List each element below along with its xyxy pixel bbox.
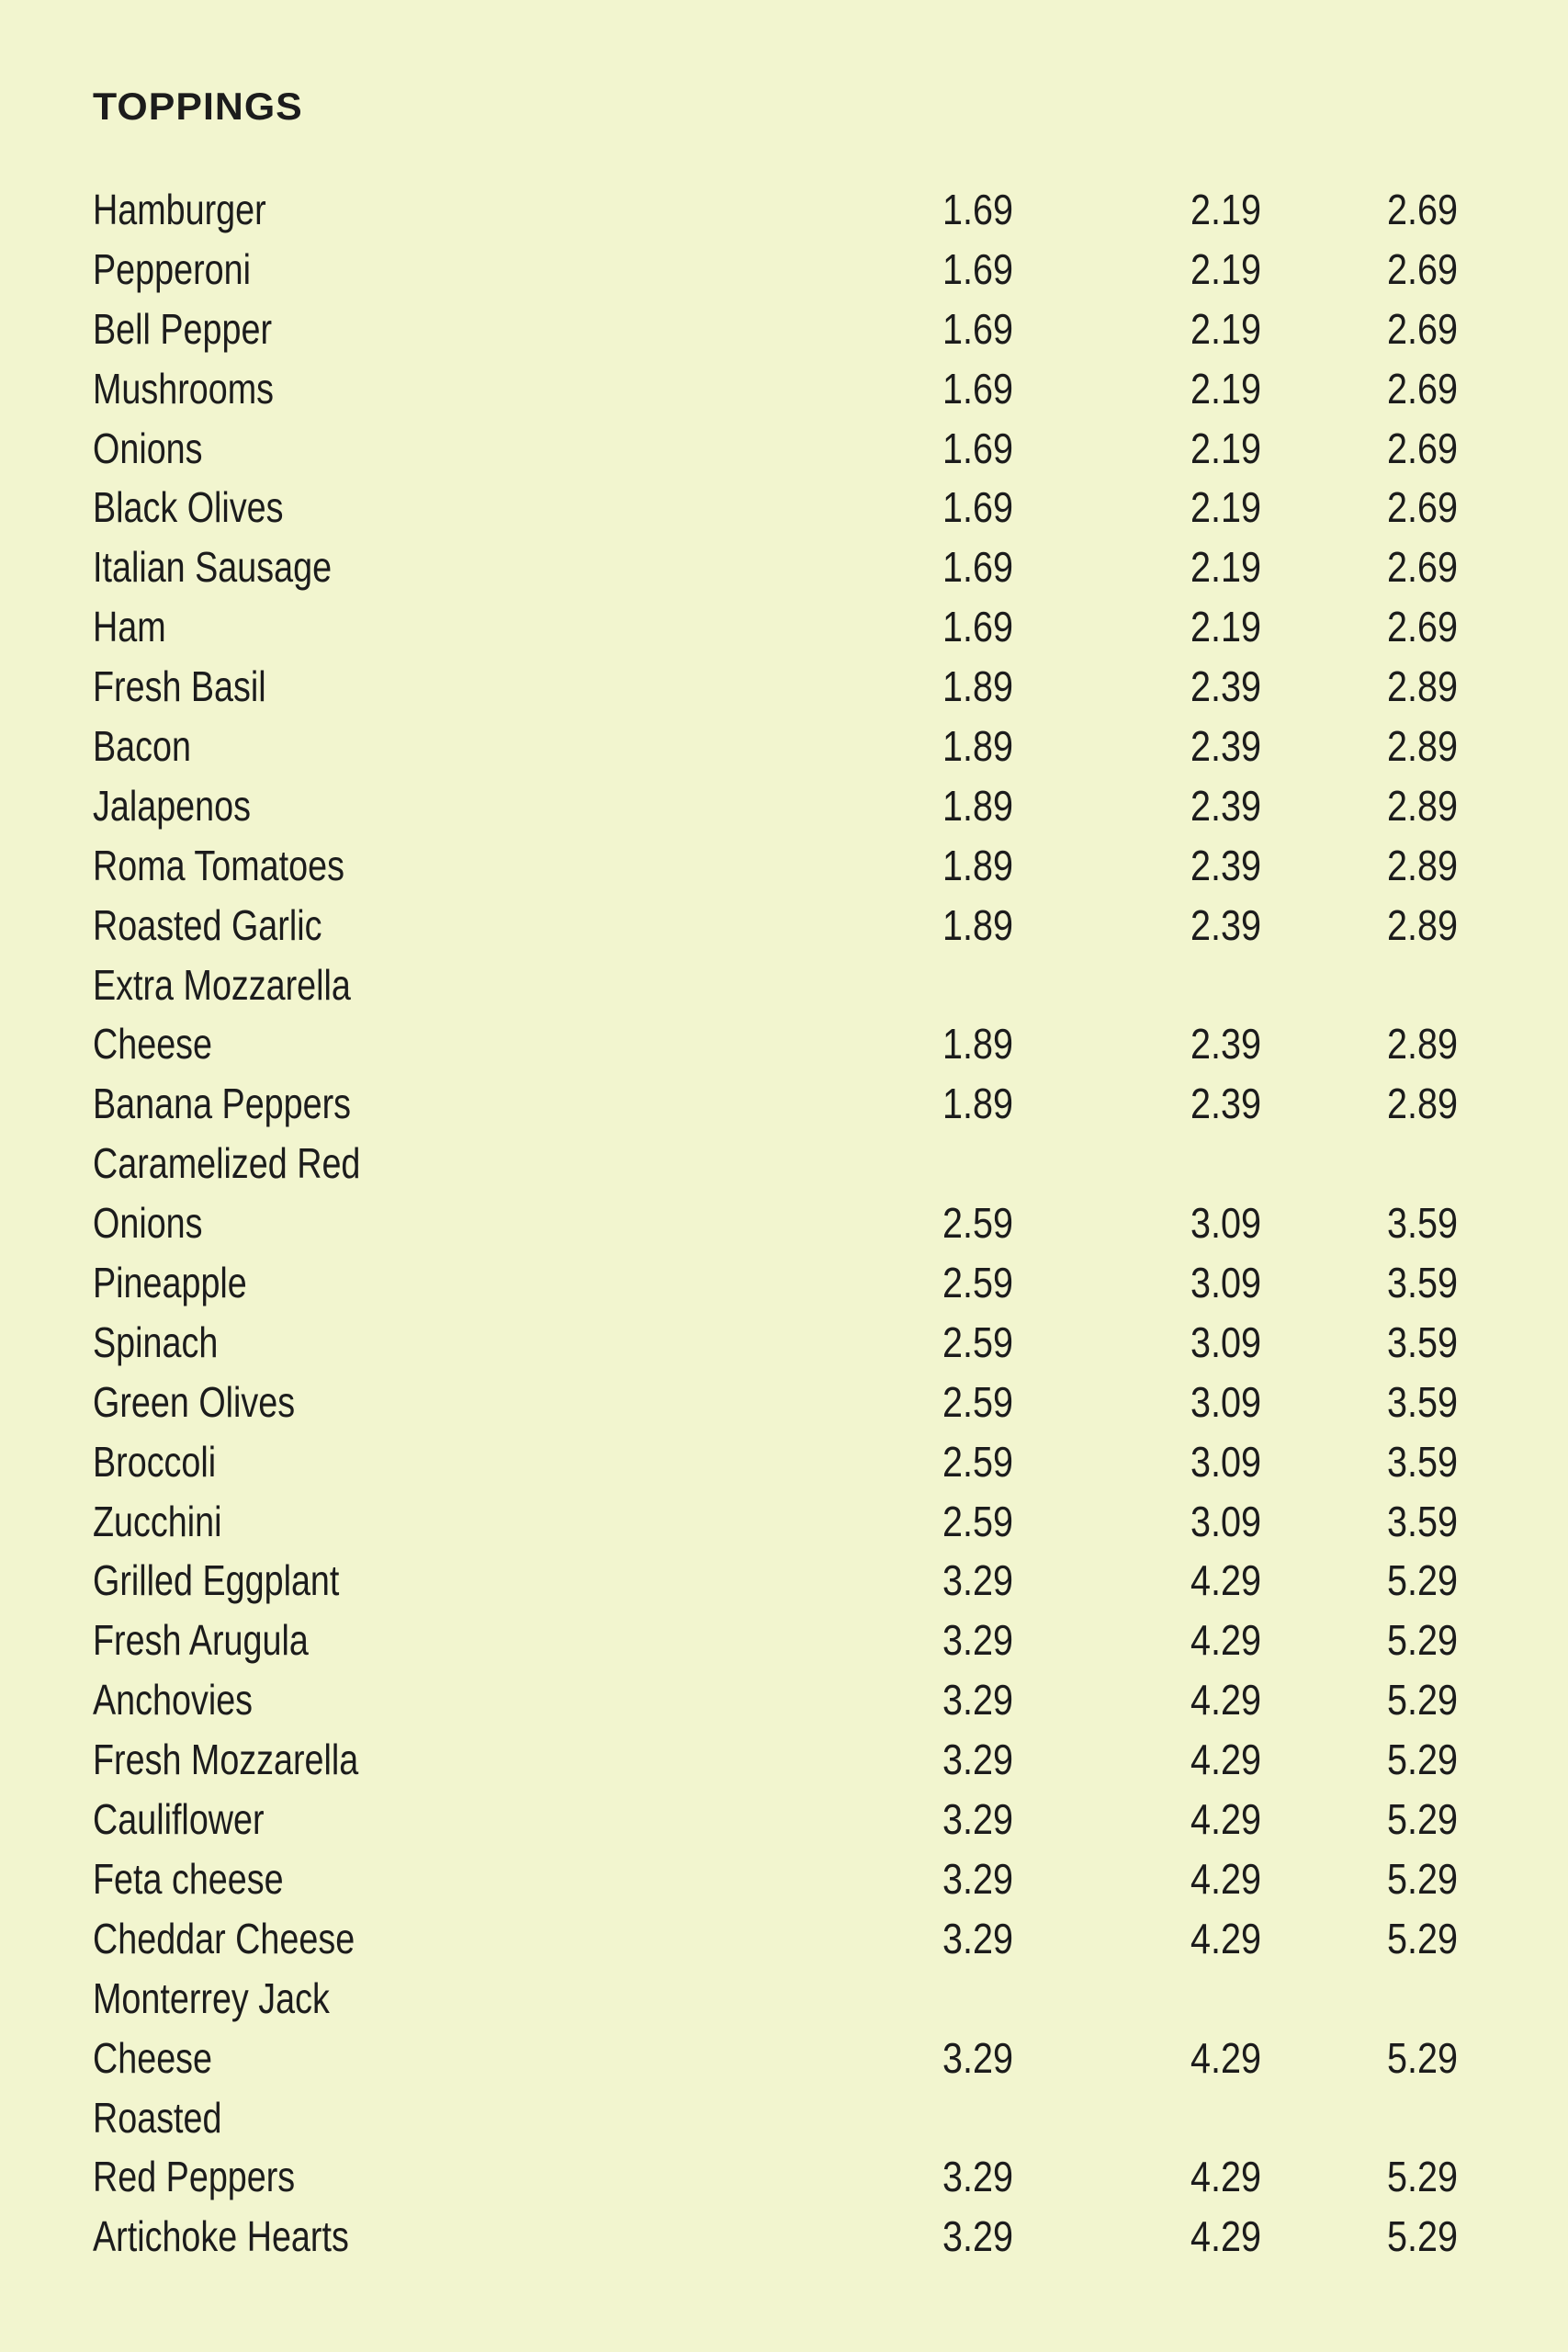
topping-name: Red Peppers [93, 2153, 296, 2201]
topping-name: Roasted [93, 2093, 222, 2142]
price-size-2: 3.09 [1190, 1437, 1261, 1486]
menu-row [93, 300, 1471, 359]
price-size-3: 5.29 [1387, 1736, 1458, 1784]
price-size-1: 3.29 [942, 1736, 1013, 1784]
price-size-1: 3.29 [942, 1795, 1013, 1844]
menu-row [93, 1492, 1471, 1552]
menu-row [93, 419, 1471, 479]
price-size-2: 4.29 [1190, 1914, 1261, 1962]
price-size-2: 3.09 [1190, 1199, 1261, 1248]
price-size-3: 5.29 [1387, 1556, 1458, 1605]
topping-name: Feta cheese [93, 1854, 284, 1903]
price-size-2: 3.09 [1190, 1377, 1261, 1426]
price-size-2: 4.29 [1190, 2153, 1261, 2201]
price-size-2: 2.39 [1190, 900, 1261, 949]
topping-name: Anchovies [93, 1676, 254, 1724]
price-size-3: 2.89 [1387, 781, 1458, 830]
topping-name: Jalapenos [93, 781, 251, 830]
menu-row [93, 776, 1471, 836]
price-size-3: 5.29 [1387, 1676, 1458, 1724]
price-size-2: 4.29 [1190, 1556, 1261, 1605]
topping-name: Roasted Garlic [93, 900, 322, 949]
menu-row [93, 2147, 1471, 2207]
price-size-1: 1.89 [942, 722, 1013, 771]
topping-name: Onions [93, 1199, 203, 1248]
topping-name: Italian Sausage [93, 543, 333, 592]
topping-name: Broccoli [93, 1437, 217, 1486]
price-size-2: 3.09 [1190, 1317, 1261, 1366]
price-size-3: 2.69 [1387, 483, 1458, 532]
price-size-1: 1.69 [942, 186, 1013, 233]
price-size-1: 3.29 [942, 1854, 1013, 1903]
price-size-1: 1.89 [942, 1020, 1013, 1069]
topping-name: Cheddar Cheese [93, 1914, 355, 1962]
price-size-1: 2.59 [942, 1437, 1013, 1486]
topping-name: Ham [93, 603, 166, 651]
price-size-2: 2.19 [1190, 483, 1261, 532]
topping-name: Bacon [93, 722, 191, 771]
price-size-1: 1.89 [942, 841, 1013, 889]
menu-row [93, 1969, 1471, 2029]
topping-name: Spinach [93, 1317, 219, 1366]
menu-row [93, 836, 1471, 896]
menu-row [93, 478, 1471, 537]
topping-name: Cheese [93, 2033, 213, 2082]
topping-name: Caramelized Red [93, 1139, 361, 1188]
menu-row [93, 1014, 1471, 1074]
price-size-2: 2.19 [1190, 603, 1261, 651]
price-size-2: 2.39 [1190, 1080, 1261, 1128]
price-size-1: 2.59 [942, 1497, 1013, 1545]
price-size-1: 3.29 [942, 2153, 1013, 2201]
menu-row [93, 1909, 1471, 1969]
price-size-3: 2.89 [1387, 841, 1458, 889]
topping-name: Black Olives [93, 483, 284, 532]
topping-name: Zucchini [93, 1497, 222, 1545]
topping-name: Artichoke Hearts [93, 2212, 349, 2261]
price-size-3: 3.59 [1387, 1259, 1458, 1307]
price-size-3: 2.69 [1387, 304, 1458, 353]
price-size-2: 2.19 [1190, 244, 1261, 293]
price-size-2: 2.39 [1190, 722, 1261, 771]
price-size-1: 2.59 [942, 1317, 1013, 1366]
price-size-2: 4.29 [1190, 1736, 1261, 1784]
menu-row [93, 597, 1471, 657]
price-size-2: 4.29 [1190, 2212, 1261, 2261]
price-size-1: 1.69 [942, 244, 1013, 293]
menu-row [93, 1730, 1471, 1790]
menu-row [93, 2088, 1471, 2148]
price-size-2: 4.29 [1190, 1616, 1261, 1665]
price-size-1: 1.69 [942, 543, 1013, 592]
menu-row [93, 1193, 1471, 1253]
price-size-2: 4.29 [1190, 1676, 1261, 1724]
menu-row [93, 240, 1471, 300]
price-size-1: 3.29 [942, 2033, 1013, 2082]
price-size-1: 1.69 [942, 424, 1013, 472]
price-size-1: 1.89 [942, 900, 1013, 949]
section-heading: TOPPINGS [93, 85, 303, 128]
price-size-3: 2.69 [1387, 186, 1458, 233]
price-size-3: 2.69 [1387, 244, 1458, 293]
topping-name: Roma Tomatoes [93, 841, 344, 889]
price-size-1: 3.29 [942, 1616, 1013, 1665]
price-size-3: 2.69 [1387, 424, 1458, 472]
price-size-1: 3.29 [942, 1556, 1013, 1605]
menu-row [93, 359, 1471, 419]
price-size-2: 4.29 [1190, 2033, 1261, 2082]
price-size-2: 4.29 [1190, 1795, 1261, 1844]
price-size-1: 3.29 [942, 1914, 1013, 1962]
topping-name: Onions [93, 424, 203, 472]
price-size-1: 1.69 [942, 603, 1013, 651]
menu-row [93, 1134, 1471, 1193]
price-size-3: 5.29 [1387, 2212, 1458, 2261]
price-size-3: 5.29 [1387, 1795, 1458, 1844]
price-size-1: 3.29 [942, 2212, 1013, 2261]
price-size-1: 2.59 [942, 1259, 1013, 1307]
price-size-1: 2.59 [942, 1377, 1013, 1426]
price-size-1: 1.69 [942, 483, 1013, 532]
topping-name: Fresh Mozzarella [93, 1736, 359, 1784]
price-size-3: 2.89 [1387, 1080, 1458, 1128]
toppings-price-list [93, 180, 1471, 2267]
menu-row [93, 717, 1471, 776]
topping-name: Extra Mozzarella [93, 960, 351, 1009]
price-size-3: 3.59 [1387, 1377, 1458, 1426]
price-size-1: 1.69 [942, 304, 1013, 353]
menu-row [93, 1313, 1471, 1373]
price-size-3: 2.69 [1387, 364, 1458, 413]
price-size-1: 1.69 [942, 364, 1013, 413]
menu-row [93, 1670, 1471, 1730]
menu-row [93, 1253, 1471, 1313]
menu-row [93, 1373, 1471, 1432]
price-size-3: 2.69 [1387, 603, 1458, 651]
menu-row [93, 2207, 1471, 2267]
topping-name: Bell Pepper [93, 304, 273, 353]
topping-name: Fresh Basil [93, 662, 266, 711]
price-size-3: 3.59 [1387, 1437, 1458, 1486]
menu-row [93, 896, 1471, 956]
menu-row [93, 2029, 1471, 2088]
topping-name: Mushrooms [93, 364, 275, 413]
menu-row [93, 1849, 1471, 1909]
price-size-3: 5.29 [1387, 1616, 1458, 1665]
price-size-3: 5.29 [1387, 1914, 1458, 1962]
price-size-1: 3.29 [942, 1676, 1013, 1724]
price-size-1: 1.89 [942, 1080, 1013, 1128]
menu-row [93, 956, 1471, 1015]
price-size-1: 1.89 [942, 662, 1013, 711]
price-size-3: 3.59 [1387, 1199, 1458, 1248]
price-size-3: 5.29 [1387, 2153, 1458, 2201]
topping-name: Banana Peppers [93, 1080, 352, 1128]
price-size-2: 2.39 [1190, 841, 1261, 889]
price-size-3: 3.59 [1387, 1317, 1458, 1366]
menu-row [93, 657, 1471, 717]
price-size-2: 2.39 [1190, 662, 1261, 711]
price-size-2: 3.09 [1190, 1259, 1261, 1307]
topping-name: Grilled Eggplant [93, 1556, 340, 1605]
topping-name: Hamburger [93, 186, 266, 233]
price-size-2: 2.19 [1190, 424, 1261, 472]
topping-name: Green Olives [93, 1377, 296, 1426]
price-size-3: 2.89 [1387, 722, 1458, 771]
price-size-2: 2.19 [1190, 304, 1261, 353]
topping-name: Monterrey Jack [93, 1973, 330, 2022]
price-size-3: 2.89 [1387, 900, 1458, 949]
topping-name: Fresh Arugula [93, 1616, 309, 1665]
price-size-3: 2.89 [1387, 662, 1458, 711]
price-size-1: 1.89 [942, 781, 1013, 830]
menu-row [93, 1432, 1471, 1492]
menu-row [93, 1551, 1471, 1611]
price-size-3: 2.89 [1387, 1020, 1458, 1069]
topping-name: Cheese [93, 1020, 213, 1069]
price-size-2: 4.29 [1190, 1854, 1261, 1903]
price-size-1: 2.59 [942, 1199, 1013, 1248]
price-size-2: 3.09 [1190, 1497, 1261, 1545]
price-size-3: 5.29 [1387, 1854, 1458, 1903]
price-size-2: 2.39 [1190, 781, 1261, 830]
price-size-2: 2.19 [1190, 543, 1261, 592]
price-size-2: 2.19 [1190, 364, 1261, 413]
menu-row [93, 1074, 1471, 1134]
topping-name: Cauliflower [93, 1795, 265, 1844]
menu-row [93, 1790, 1471, 1849]
menu-row [93, 1611, 1471, 1670]
price-size-3: 3.59 [1387, 1497, 1458, 1545]
price-size-3: 5.29 [1387, 2033, 1458, 2082]
price-size-3: 2.69 [1387, 543, 1458, 592]
menu-row [93, 537, 1471, 597]
menu-row [93, 180, 1471, 240]
price-size-2: 2.39 [1190, 1020, 1261, 1069]
price-size-2: 2.19 [1190, 186, 1261, 233]
topping-name: Pineapple [93, 1259, 247, 1307]
topping-name: Pepperoni [93, 244, 251, 293]
